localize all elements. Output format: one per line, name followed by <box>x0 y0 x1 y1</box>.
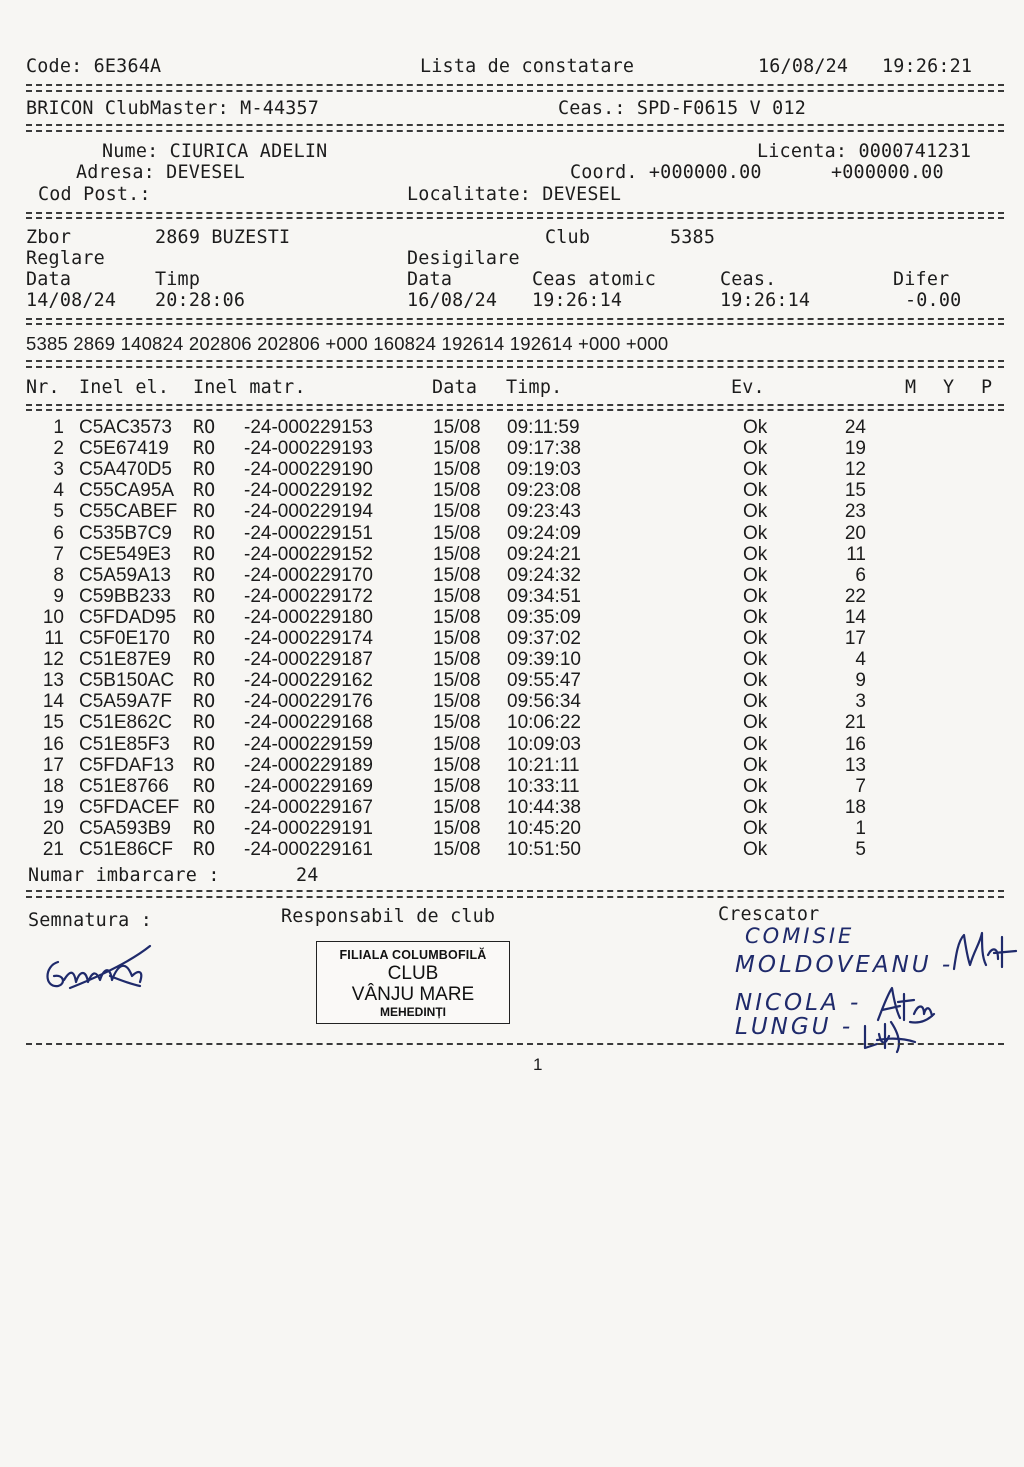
registration-ring: -24-000229162 <box>244 670 373 691</box>
row-number: 4 <box>53 480 64 501</box>
row-number: 3 <box>53 459 64 480</box>
position: 5 <box>855 839 866 860</box>
country-code: RO <box>193 480 216 501</box>
divider <box>26 84 1004 86</box>
row-number: 5 <box>53 501 64 522</box>
divider <box>26 409 1004 411</box>
position: 11 <box>846 544 866 565</box>
electronic-ring: C5A470D5 <box>79 459 172 480</box>
arrival-date: 15/08 <box>433 670 481 691</box>
difference-value: -0.00 <box>905 290 962 311</box>
arrival-date: 15/08 <box>433 818 481 839</box>
handwritten-commission: COMISIE <box>745 924 855 948</box>
divider <box>26 360 1004 362</box>
electronic-ring: C5AC3573 <box>79 417 172 438</box>
event-status: Ok <box>743 501 768 522</box>
position: 16 <box>844 734 866 755</box>
divider <box>26 404 1004 406</box>
boarding-count-label: Numar imbarcare : <box>28 865 220 886</box>
country-code: RO <box>193 586 216 607</box>
registration-ring: -24-000229174 <box>244 628 373 649</box>
arrival-time: 09:35:09 <box>507 607 581 628</box>
country-code: RO <box>193 628 216 649</box>
divider <box>26 323 1004 325</box>
col-inel-el: Inel el. <box>79 377 170 398</box>
position: 14 <box>844 607 866 628</box>
event-status: Ok <box>743 586 768 607</box>
clock-model: Ceas.: SPD-F0615 V 012 <box>558 98 806 119</box>
position: 1 <box>855 818 866 839</box>
row-number: 21 <box>42 839 64 860</box>
event-status: Ok <box>743 776 768 797</box>
arrival-date: 15/08 <box>433 712 481 733</box>
arrival-date: 15/08 <box>433 776 481 797</box>
divider <box>26 890 1004 892</box>
electronic-ring: C5E67419 <box>79 438 169 459</box>
boarding-count: 24 <box>296 865 319 886</box>
event-status: Ok <box>743 797 768 818</box>
event-status: Ok <box>743 480 768 501</box>
arrival-time: 09:17:38 <box>507 438 581 459</box>
electronic-ring: C59BB233 <box>79 586 171 607</box>
document-code: Code: 6E364A <box>26 56 162 77</box>
electronic-ring: C5FDAF13 <box>79 755 175 776</box>
electronic-ring: C55CABEF <box>79 501 178 522</box>
electronic-ring: C5E549E3 <box>79 544 171 565</box>
country-code: RO <box>193 691 216 712</box>
clock-time: 19:26:14 <box>720 290 811 311</box>
event-status: Ok <box>743 565 768 586</box>
divider <box>26 896 1004 898</box>
country-code: RO <box>193 607 216 628</box>
country-code: RO <box>193 459 216 480</box>
event-status: Ok <box>743 670 768 691</box>
row-number: 15 <box>42 712 64 733</box>
event-status: Ok <box>743 459 768 480</box>
stamp-line-3: VÂNJU MARE <box>351 984 475 1005</box>
owner-coord: Coord. +000000.00 <box>570 162 762 183</box>
arrival-time: 09:34:51 <box>507 586 581 607</box>
breeder-label: Crescator <box>718 904 820 925</box>
arrival-time: 10:09:03 <box>507 734 581 755</box>
arrival-time: 09:39:10 <box>507 649 581 670</box>
club-stamp <box>316 941 510 1024</box>
country-code: RO <box>193 523 216 544</box>
registration-ring: -24-000229169 <box>244 776 373 797</box>
arrival-time: 09:23:43 <box>507 501 581 522</box>
row-number: 18 <box>42 776 64 797</box>
stamp-line-4: MEHEDINȚI <box>380 1005 446 1019</box>
col-m: M <box>905 377 917 398</box>
reglare-date-label: Data <box>26 269 72 290</box>
electronic-ring: C51E86CF <box>79 839 173 860</box>
arrival-time: 09:11:59 <box>507 417 580 438</box>
signature-scribble <box>40 940 160 1000</box>
arrival-date: 15/08 <box>433 755 481 776</box>
print-date: 16/08/24 <box>758 56 849 77</box>
arrival-date: 15/08 <box>433 417 481 438</box>
col-nr: Nr. <box>26 377 60 398</box>
owner-name: Nume: CIURICA ADELIN <box>102 141 328 162</box>
electronic-ring: C51E862C <box>79 712 172 733</box>
flight-value: 2869 BUZESTI <box>155 227 291 248</box>
position: 4 <box>855 649 866 670</box>
electronic-ring: C51E8766 <box>79 776 169 797</box>
reglare-label: Reglare <box>26 248 105 269</box>
electronic-ring: C5F0E170 <box>79 628 170 649</box>
col-data: Data <box>432 377 478 398</box>
atomic-clock-label: Ceas atomic <box>532 269 656 290</box>
divider <box>26 217 1004 219</box>
position: 13 <box>844 755 866 776</box>
country-code: RO <box>193 755 216 776</box>
arrival-date: 15/08 <box>433 839 481 860</box>
arrival-date: 15/08 <box>433 607 481 628</box>
event-status: Ok <box>743 649 768 670</box>
arrival-date: 15/08 <box>433 438 481 459</box>
row-number: 2 <box>53 438 64 459</box>
arrival-date: 15/08 <box>433 480 481 501</box>
event-status: Ok <box>743 628 768 649</box>
registration-ring: -24-000229170 <box>244 565 373 586</box>
desigilare-date-label: Data <box>407 269 453 290</box>
registration-ring: -24-000229152 <box>244 544 373 565</box>
arrival-time: 09:24:09 <box>507 523 581 544</box>
electronic-ring: C5FDAD95 <box>79 607 177 628</box>
registration-ring: -24-000229189 <box>244 755 373 776</box>
arrival-date: 15/08 <box>433 523 481 544</box>
divider <box>26 366 1004 368</box>
position: 12 <box>844 459 866 480</box>
position: 6 <box>855 565 866 586</box>
desigilare-label: Desigilare <box>407 248 520 269</box>
event-status: Ok <box>743 818 768 839</box>
row-number: 12 <box>42 649 64 670</box>
position: 24 <box>844 417 866 438</box>
handwritten-lungu: LUNGU - <box>735 1014 854 1040</box>
row-number: 19 <box>42 797 64 818</box>
registration-ring: -24-000229191 <box>244 818 373 839</box>
row-number: 13 <box>42 670 64 691</box>
position: 20 <box>844 523 866 544</box>
divider <box>26 90 1004 92</box>
arrival-time: 10:51:50 <box>507 839 581 860</box>
row-number: 16 <box>42 734 64 755</box>
arrival-date: 15/08 <box>433 628 481 649</box>
position: 21 <box>844 712 866 733</box>
registration-ring: -24-000229176 <box>244 691 373 712</box>
event-status: Ok <box>743 544 768 565</box>
signature-moldoveanu <box>940 925 1020 975</box>
row-number: 10 <box>42 607 64 628</box>
electronic-ring: C51E85F3 <box>79 734 170 755</box>
arrival-date: 15/08 <box>433 691 481 712</box>
row-number: 20 <box>42 818 64 839</box>
electronic-ring: C5A59A7F <box>79 691 172 712</box>
arrival-time: 09:56:34 <box>507 691 581 712</box>
registration-ring: -24-000229193 <box>244 438 373 459</box>
row-number: 17 <box>42 755 64 776</box>
col-inel-matr: Inel matr. <box>193 377 306 398</box>
arrival-time: 09:24:32 <box>507 565 581 586</box>
atomic-clock-time: 19:26:14 <box>532 290 623 311</box>
electronic-ring: C535B7C9 <box>79 523 172 544</box>
handwritten-nicola: NICOLA - <box>735 990 862 1016</box>
col-ev: Ev. <box>731 377 765 398</box>
registration-ring: -24-000229192 <box>244 480 373 501</box>
country-code: RO <box>193 565 216 586</box>
signature-label: Semnatura : <box>28 910 152 931</box>
electronic-ring: C5FDACEF <box>79 797 180 818</box>
position: 19 <box>844 438 866 459</box>
country-code: RO <box>193 712 216 733</box>
owner-coord-2: +000000.00 <box>831 162 944 183</box>
event-status: Ok <box>743 438 768 459</box>
country-code: RO <box>193 670 216 691</box>
country-code: RO <box>193 501 216 522</box>
registration-ring: -24-000229190 <box>244 459 373 480</box>
position: 7 <box>855 776 866 797</box>
arrival-date: 15/08 <box>433 586 481 607</box>
arrival-date: 15/08 <box>433 649 481 670</box>
registration-ring: -24-000229151 <box>244 523 373 544</box>
row-number: 8 <box>53 565 64 586</box>
system-id: BRICON ClubMaster: M-44357 <box>26 98 320 119</box>
electronic-ring: C51E87E9 <box>79 649 171 670</box>
divider <box>26 124 1004 126</box>
arrival-time: 09:37:02 <box>507 628 581 649</box>
stamp-line-2: CLUB <box>387 963 439 984</box>
arrival-time: 09:19:03 <box>507 459 581 480</box>
row-number: 9 <box>53 586 64 607</box>
col-p: P <box>981 377 993 398</box>
position: 23 <box>844 501 866 522</box>
country-code: RO <box>193 776 216 797</box>
registration-ring: -24-000229167 <box>244 797 373 818</box>
owner-locality: Localitate: DEVESEL <box>407 184 622 205</box>
owner-address: Adresa: DEVESEL <box>76 162 246 183</box>
arrival-date: 15/08 <box>433 501 481 522</box>
event-status: Ok <box>743 417 768 438</box>
arrival-date: 15/08 <box>433 459 481 480</box>
country-code: RO <box>193 544 216 565</box>
registration-ring: -24-000229180 <box>244 607 373 628</box>
print-time: 19:26:21 <box>882 56 973 77</box>
position: 22 <box>844 586 866 607</box>
divider <box>26 318 1004 320</box>
divider <box>26 130 1004 132</box>
country-code: RO <box>193 797 216 818</box>
country-code: RO <box>193 417 216 438</box>
row-number: 11 <box>44 628 64 649</box>
event-status: Ok <box>743 839 768 860</box>
flight-code-line: 5385 2869 140824 202806 202806 +000 160824 192614 192614 +000 +000 <box>26 333 669 354</box>
arrival-time: 10:21:11 <box>507 755 580 776</box>
position: 15 <box>844 480 866 501</box>
col-timp: Timp. <box>506 377 563 398</box>
row-number: 7 <box>53 544 64 565</box>
event-status: Ok <box>743 734 768 755</box>
arrival-date: 15/08 <box>433 544 481 565</box>
signature-lungu <box>855 1014 925 1054</box>
event-status: Ok <box>743 523 768 544</box>
arrival-time: 09:55:47 <box>507 670 581 691</box>
document-title: Lista de constatare <box>420 56 635 77</box>
desigilare-date: 16/08/24 <box>407 290 498 311</box>
flight-label: Zbor <box>26 227 72 248</box>
arrival-date: 15/08 <box>433 797 481 818</box>
reglare-date: 14/08/24 <box>26 290 117 311</box>
divider <box>26 1043 1004 1045</box>
country-code: RO <box>193 438 216 459</box>
position: 3 <box>855 691 866 712</box>
arrival-date: 15/08 <box>433 734 481 755</box>
electronic-ring: C5A59A13 <box>79 565 171 586</box>
arrival-time: 09:23:08 <box>507 480 581 501</box>
club-value: 5385 <box>670 227 716 248</box>
position: 18 <box>844 797 866 818</box>
registration-ring: -24-000229168 <box>244 712 373 733</box>
country-code: RO <box>193 839 216 860</box>
country-code: RO <box>193 734 216 755</box>
electronic-ring: C55CA95A <box>79 480 175 501</box>
arrival-time: 10:44:38 <box>507 797 581 818</box>
divider <box>26 212 1004 214</box>
owner-license: Licenta: 0000741231 <box>757 141 972 162</box>
position: 17 <box>844 628 866 649</box>
arrival-time: 10:06:22 <box>507 712 581 733</box>
country-code: RO <box>193 818 216 839</box>
row-number: 6 <box>53 523 64 544</box>
arrival-time: 09:24:21 <box>507 544 581 565</box>
electronic-ring: C5B150AC <box>79 670 175 691</box>
row-number: 14 <box>42 691 64 712</box>
clock-label: Ceas. <box>720 269 777 290</box>
event-status: Ok <box>743 755 768 776</box>
registration-ring: -24-000229194 <box>244 501 373 522</box>
reglare-time: 20:28:06 <box>155 290 246 311</box>
registration-ring: -24-000229172 <box>244 586 373 607</box>
position: 9 <box>855 670 866 691</box>
event-status: Ok <box>743 691 768 712</box>
stamp-line-1: FILIALA COLUMBOFILĂ <box>339 948 487 962</box>
col-y: Y <box>943 377 955 398</box>
club-label: Club <box>545 227 591 248</box>
club-responsible-label: Responsabil de club <box>281 906 496 927</box>
country-code: RO <box>193 649 216 670</box>
arrival-date: 15/08 <box>433 565 481 586</box>
registration-ring: -24-000229187 <box>244 649 373 670</box>
handwritten-moldoveanu: MOLDOVEANU - <box>735 952 954 978</box>
owner-postcode: Cod Post.: <box>38 184 151 205</box>
arrival-time: 10:45:20 <box>507 818 581 839</box>
registration-ring: -24-000229159 <box>244 734 373 755</box>
registration-ring: -24-000229161 <box>244 839 373 860</box>
row-number: 1 <box>53 417 64 438</box>
reglare-time-label: Timp <box>155 269 201 290</box>
event-status: Ok <box>743 607 768 628</box>
registration-ring: -24-000229153 <box>244 417 373 438</box>
arrival-time: 10:33:11 <box>507 776 580 797</box>
electronic-ring: C5A593B9 <box>79 818 171 839</box>
event-status: Ok <box>743 712 768 733</box>
difference-label: Difer <box>893 269 950 290</box>
page-number: 1 <box>533 1055 543 1074</box>
